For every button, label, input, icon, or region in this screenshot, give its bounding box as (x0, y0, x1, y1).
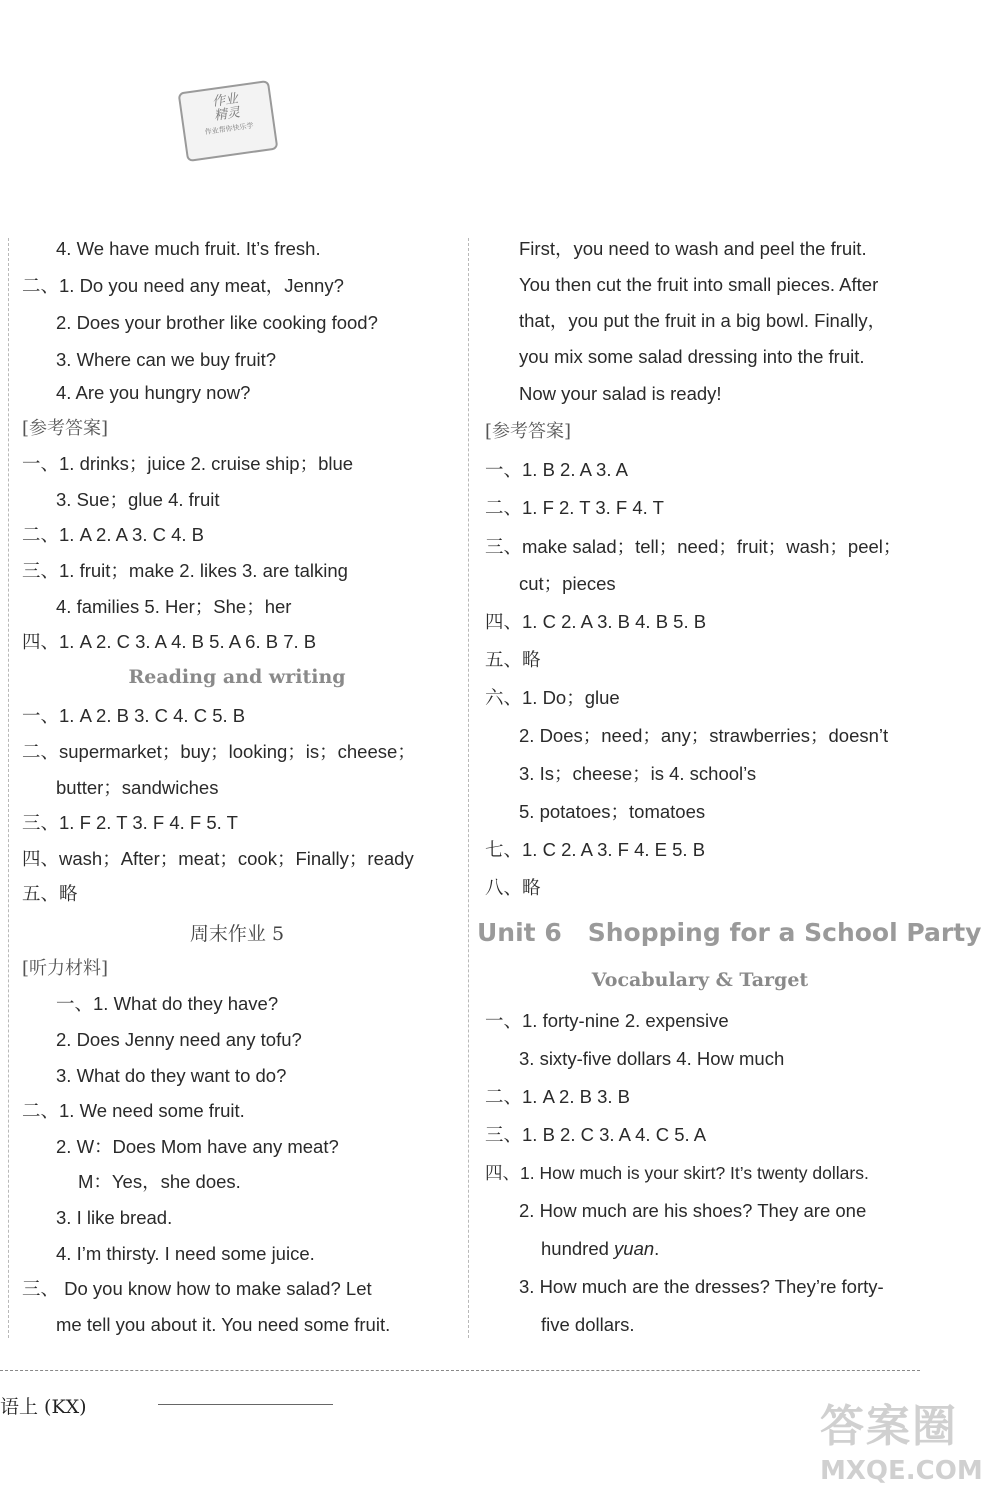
stamp-line3: 作业帮你快乐学 (204, 121, 254, 137)
heading-reading-writing: Reading and writing (128, 666, 346, 688)
unit-title-number: Unit 6 (477, 918, 562, 947)
heading-vocabulary-target: Vocabulary & Target (591, 969, 809, 991)
watermark-line1: 答案圈 (820, 1401, 958, 1452)
stamp-logo (178, 80, 279, 162)
stamp-line1: 作业 (211, 91, 240, 110)
text-line: 三、1. B 2. C 3. A 4. C 5. A (485, 1124, 707, 1145)
text-line: 二、1. A 2. B 3. B (485, 1086, 630, 1107)
text-line: 四、wash；After；meat；cook；Finally；ready (22, 848, 414, 869)
text-line: 2. Does Jenny need any tofu? (56, 1029, 302, 1050)
section-label: [听力材料] (22, 958, 109, 979)
left-margin-rule (8, 238, 9, 1338)
footer-divider (0, 1370, 920, 1371)
text-line: 一、1. A 2. B 3. C 4. C 5. B (22, 705, 246, 726)
text-line: 3. Is；cheese；is 4. school’s (519, 763, 757, 784)
text-line: 二、supermarket；buy；looking；is；cheese； (22, 741, 416, 762)
text-line: 五、略 (485, 649, 541, 670)
text-line: 三、make salad；tell；need；fruit；wash；peel； (485, 536, 902, 557)
text-line-yuan (485, 1237, 659, 1261)
text-line: 3. Sue；glue 4. fruit (56, 489, 220, 510)
text-line: 四、1. A 2. C 3. A 4. B 5. A 6. B 7. B (22, 631, 317, 652)
text-line: 4. We have much fruit. It’s fresh. (56, 238, 321, 259)
text-line: cut；pieces (519, 573, 616, 594)
yuan-word: yuan (614, 1238, 655, 1259)
text-line: 3. What do they want to do? (56, 1065, 287, 1086)
text-line: 一、1. B 2. A 3. A (485, 459, 628, 480)
text-line: 2. W：Does Mom have any meat? (56, 1136, 339, 1157)
column-divider (468, 238, 469, 1338)
text-line: butter；sandwiches (56, 777, 219, 798)
unit-title-text: Shopping for a School Party (587, 918, 982, 947)
section-label: [参考答案] (22, 418, 109, 439)
unit-title (477, 918, 981, 947)
text-line: 六、1. Do；glue (485, 687, 620, 708)
text-line: 二、1. We need some fruit. (22, 1100, 245, 1121)
footer-underline (158, 1404, 333, 1405)
text-line: that，you put the fruit in a big bowl. Finally， (519, 310, 887, 331)
text-line: 5. potatoes；tomatoes (519, 801, 706, 822)
text-line: 2. How much are his shoes? They are one (519, 1200, 867, 1221)
text-line: 一、1. forty-nine 2. expensive (485, 1010, 729, 1031)
text-line: 四、1. C 2. A 3. B 4. B 5. B (485, 611, 707, 632)
text-line: 3. How much are the dresses? They’re forty- (519, 1276, 884, 1297)
text-line: 二、1. F 2. T 3. F 4. T (485, 497, 664, 518)
stamp-line2: 精灵 (213, 105, 242, 124)
text-line: 一、1. drinks；juice 2. cruise ship；blue (22, 453, 354, 474)
text-line: M：Yes，she does. (78, 1171, 241, 1192)
text-line: 4. Are you hungry now? (56, 382, 251, 403)
text-line: First，you need to wash and peel the fruit. (519, 238, 867, 259)
text-line: 八、略 (485, 877, 541, 898)
text-line: 二、1. Do you need any meat，Jenny? (22, 275, 344, 296)
text-line: 2. Does；need；any；strawberries；doesn’t (519, 725, 889, 746)
text-line: 二、1. A 2. A 3. C 4. B (22, 524, 205, 545)
text-line: 4. I’m thirsty. I need some juice. (56, 1243, 315, 1264)
watermark-line2: MXQE.COM (820, 1456, 983, 1486)
heading-weekend-homework: 周末作业 5 (189, 923, 285, 945)
text-line: 三、1. fruit；make 2. likes 3. are talking (22, 560, 348, 581)
text-line: Now your salad is ready! (519, 383, 722, 404)
text-line: five dollars. (541, 1314, 635, 1335)
text-line: me tell you about it. You need some fruit. (56, 1314, 391, 1335)
text-line: 四、1. How much is your skirt? It’s twenty dollars. (485, 1163, 869, 1183)
text-line: 一、1. What do they have? (56, 993, 279, 1014)
text-line: 三、1. F 2. T 3. F 4. F 5. T (22, 812, 238, 833)
section-label: [参考答案] (485, 421, 572, 442)
text-line: 3. I like bread. (56, 1207, 173, 1228)
text-fragment: . (654, 1238, 660, 1259)
text-line: 五、略 (22, 883, 78, 904)
text-line: 3. sixty-five dollars 4. How much (519, 1048, 785, 1069)
text-line: 4. families 5. Her；She；her (56, 596, 292, 617)
watermark-logo (820, 1390, 995, 1490)
footer-label: 语上 (KX) (0, 1396, 87, 1418)
text-line: 3. Where can we buy fruit? (56, 349, 277, 370)
text-fragment: hundred (541, 1238, 615, 1259)
text-line: 七、1. C 2. A 3. F 4. E 5. B (485, 839, 706, 860)
text-line: You then cut the fruit into small pieces. After (519, 274, 879, 295)
text-line: 三、 Do you know how to make salad? Let (22, 1278, 372, 1299)
text-line: you mix some salad dressing into the fruit. (519, 346, 865, 367)
text-line: 2. Does your brother like cooking food? (56, 312, 378, 333)
